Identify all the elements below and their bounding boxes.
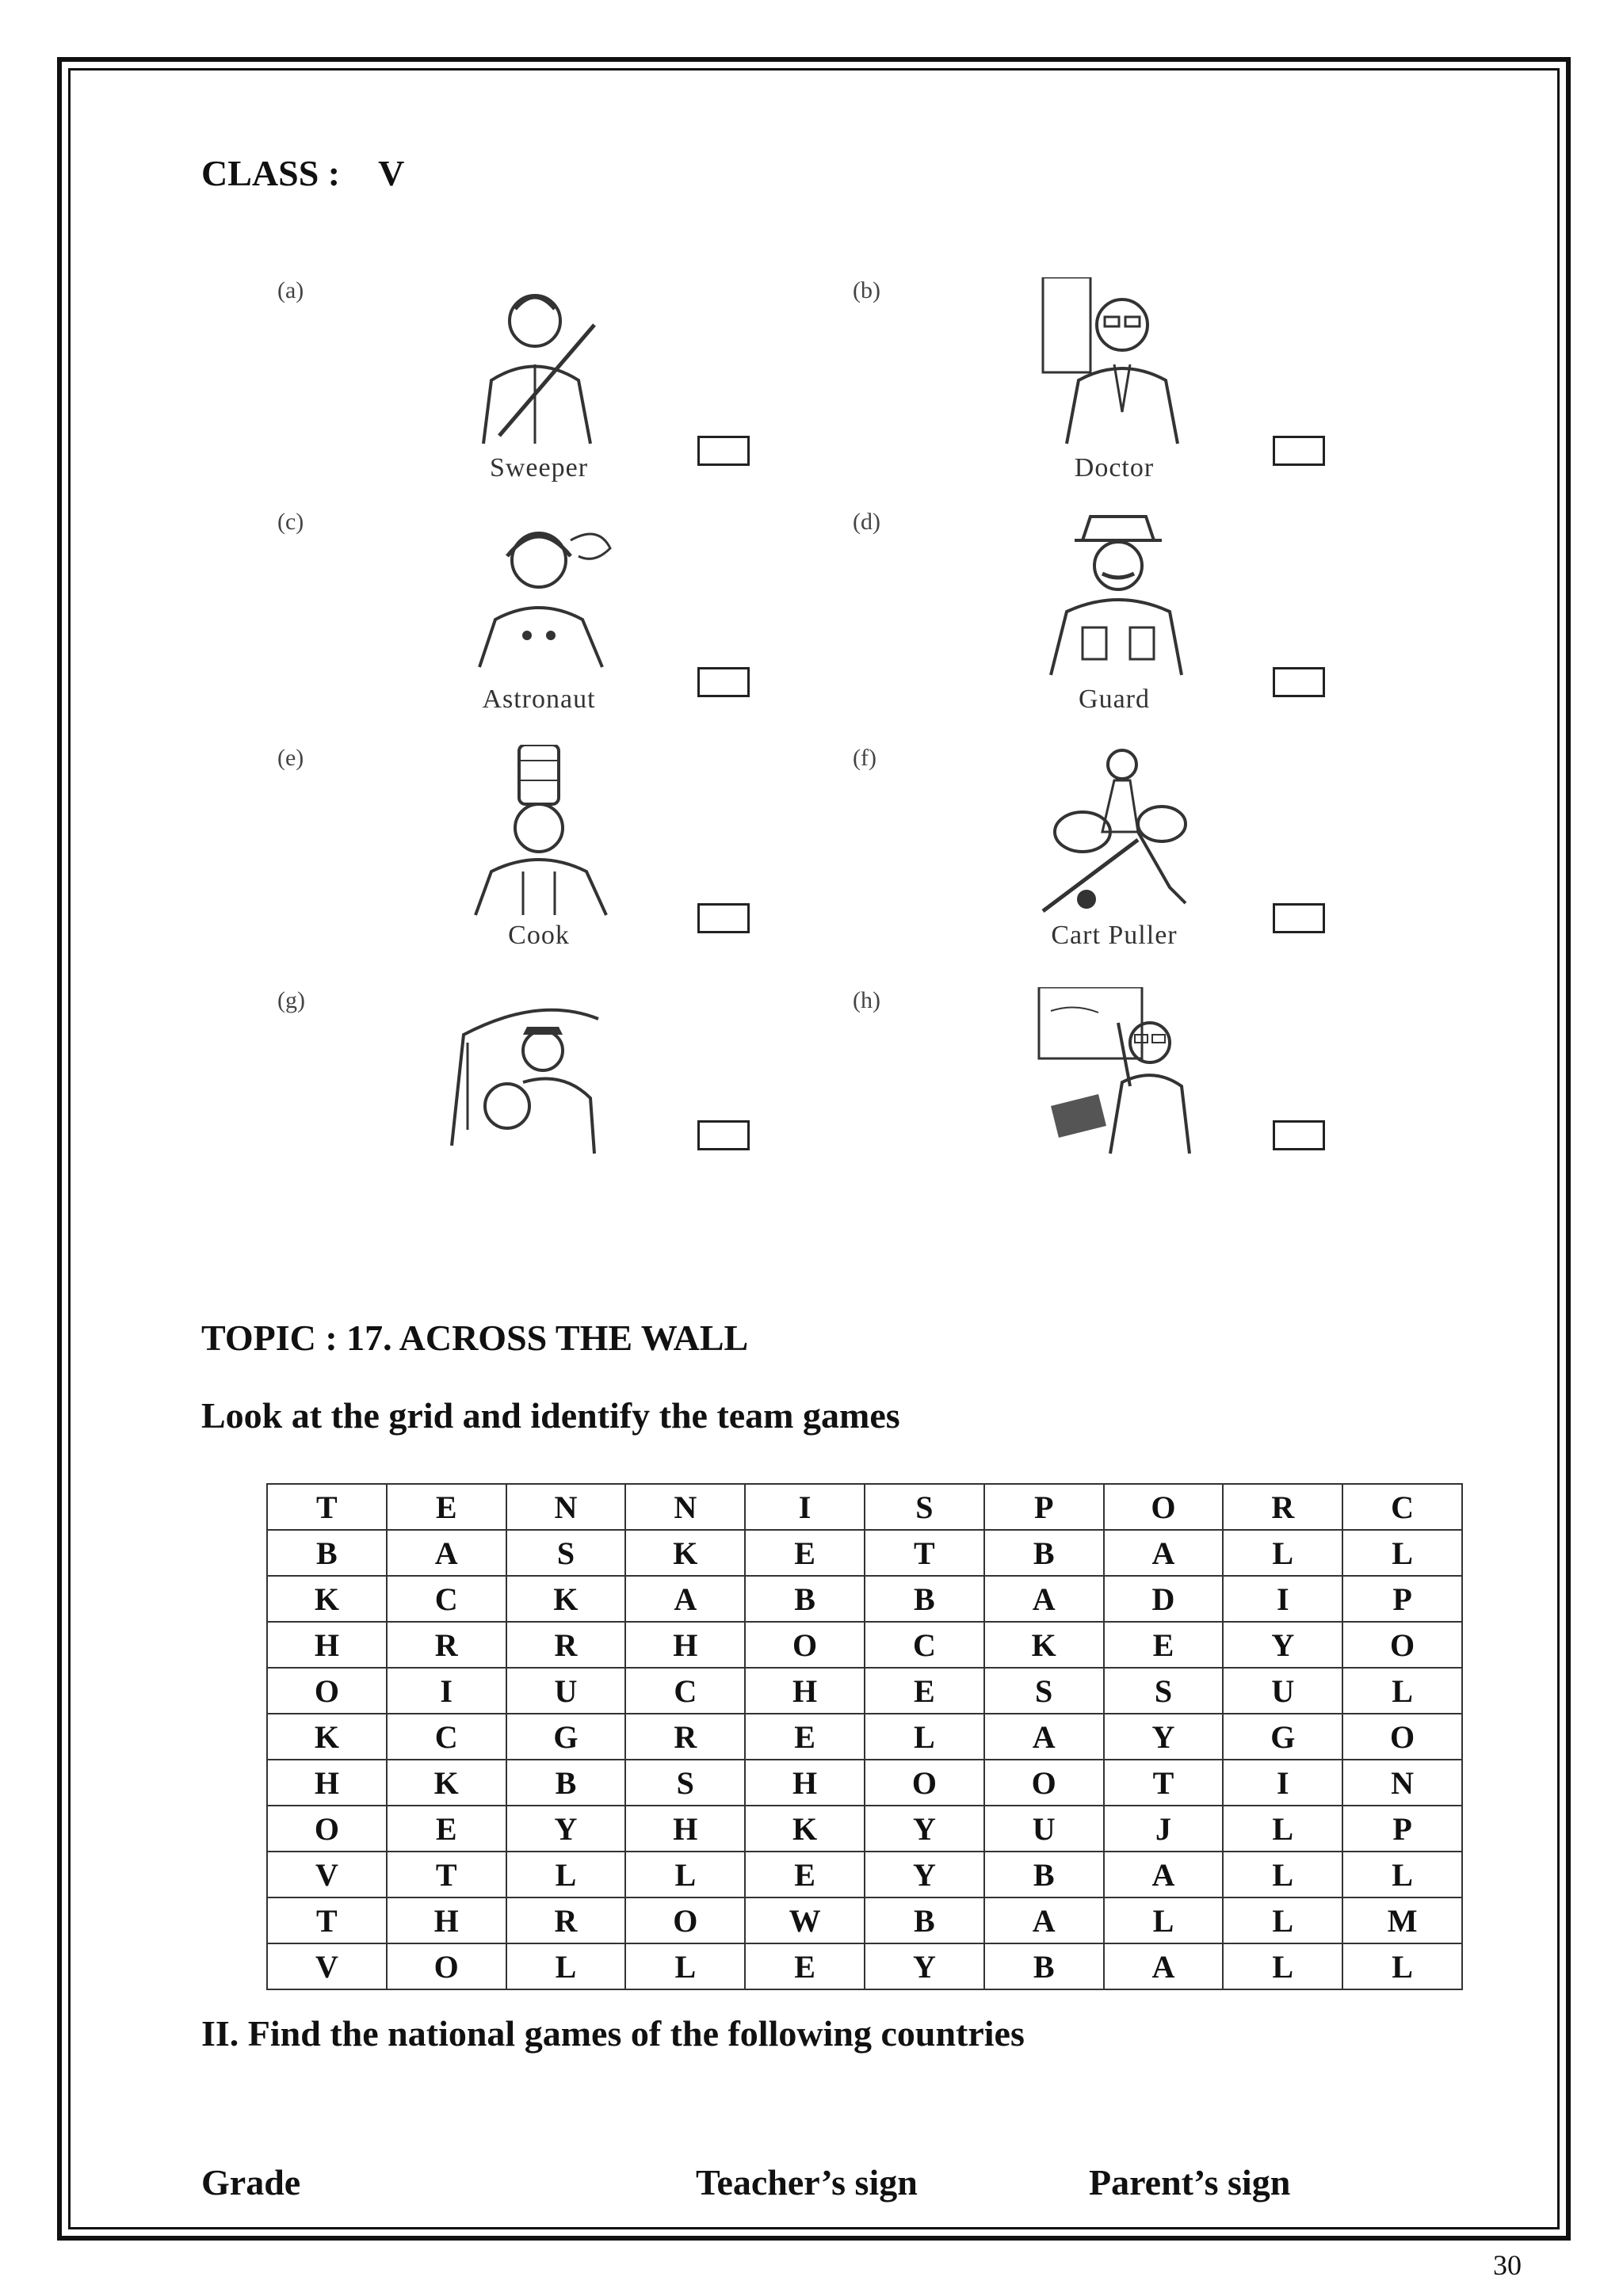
grid-row bbox=[267, 1806, 1462, 1852]
grid-cell[interactable]: U bbox=[506, 1668, 626, 1714]
grid-row bbox=[267, 1852, 1462, 1897]
grid-cell[interactable]: E bbox=[865, 1668, 984, 1714]
grid-cell[interactable]: B bbox=[267, 1530, 387, 1576]
grid-cell[interactable]: O bbox=[625, 1897, 745, 1943]
grid-cell[interactable]: B bbox=[506, 1760, 626, 1806]
grid-cell[interactable]: U bbox=[984, 1806, 1104, 1852]
grid-cell[interactable]: C bbox=[1342, 1484, 1462, 1530]
grid-cell[interactable]: B bbox=[984, 1530, 1104, 1576]
grid-cell[interactable]: T bbox=[387, 1852, 506, 1897]
grid-cell[interactable]: I bbox=[1223, 1760, 1342, 1806]
picture-item-h bbox=[853, 987, 1407, 1217]
grid-cell[interactable]: L bbox=[1342, 1668, 1462, 1714]
grid-cell[interactable]: O bbox=[865, 1760, 984, 1806]
picture-item-e bbox=[277, 745, 832, 974]
grid-cell[interactable]: A bbox=[1104, 1530, 1224, 1576]
page-number: 30 bbox=[1493, 2249, 1522, 2281]
topic-heading: TOPIC : 17. ACROSS THE WALL bbox=[201, 1318, 749, 1358]
grid-cell[interactable]: A bbox=[625, 1576, 745, 1622]
teacher-sign-label: Teacher’s sign bbox=[696, 2162, 918, 2203]
grid-cell[interactable]: G bbox=[1223, 1714, 1342, 1760]
grid-cell[interactable]: Y bbox=[1104, 1714, 1224, 1760]
grid-cell[interactable]: C bbox=[865, 1622, 984, 1668]
grid-cell[interactable]: Y bbox=[865, 1806, 984, 1852]
sweeper-icon bbox=[460, 277, 618, 452]
grid-cell[interactable]: Y bbox=[1223, 1622, 1342, 1668]
grid-cell[interactable]: G bbox=[506, 1714, 626, 1760]
grid-cell[interactable]: K bbox=[625, 1530, 745, 1576]
answer-box[interactable] bbox=[697, 667, 750, 697]
answer-box[interactable] bbox=[697, 436, 750, 466]
grid-cell[interactable]: I bbox=[1223, 1576, 1342, 1622]
astronaut-icon bbox=[460, 509, 618, 683]
grid-cell[interactable]: Y bbox=[865, 1943, 984, 1989]
parent-sign-label: Parent’s sign bbox=[1089, 2162, 1291, 2203]
grid-cell[interactable]: O bbox=[1342, 1714, 1462, 1760]
driver-icon bbox=[404, 987, 642, 1161]
grid-cell[interactable]: L bbox=[1223, 1943, 1342, 1989]
grid-cell[interactable]: N bbox=[506, 1484, 626, 1530]
grid-cell[interactable]: R bbox=[387, 1622, 506, 1668]
grid-cell[interactable]: O bbox=[984, 1760, 1104, 1806]
grid-cell[interactable]: B bbox=[865, 1897, 984, 1943]
picture-caption: Cart Puller bbox=[1051, 921, 1178, 950]
grid-cell[interactable]: V bbox=[267, 1852, 387, 1897]
picture-letter: (f) bbox=[853, 745, 876, 771]
grid-cell[interactable]: K bbox=[267, 1576, 387, 1622]
grid-cell[interactable]: I bbox=[387, 1668, 506, 1714]
grid-cell[interactable]: A bbox=[1104, 1943, 1224, 1989]
grid-cell[interactable]: R bbox=[506, 1622, 626, 1668]
cook-icon bbox=[460, 745, 618, 919]
grid-row bbox=[267, 1622, 1462, 1668]
grid-cell[interactable]: H bbox=[625, 1806, 745, 1852]
grid-cell[interactable]: P bbox=[984, 1484, 1104, 1530]
picture-caption: Astronaut bbox=[482, 685, 596, 714]
grid-cell[interactable]: N bbox=[625, 1484, 745, 1530]
instruction-text: Look at the grid and identify the team games bbox=[201, 1395, 900, 1436]
grid-cell[interactable]: E bbox=[745, 1714, 865, 1760]
grid-cell[interactable]: S bbox=[1104, 1668, 1224, 1714]
grid-cell[interactable]: L bbox=[1342, 1943, 1462, 1989]
picture-letter: (h) bbox=[853, 987, 880, 1013]
word-search-grid bbox=[266, 1483, 1463, 1990]
picture-item-a bbox=[277, 277, 832, 507]
grid-row bbox=[267, 1760, 1462, 1806]
class-heading bbox=[201, 152, 404, 194]
grid-row bbox=[267, 1484, 1462, 1530]
grid-cell[interactable]: O bbox=[745, 1622, 865, 1668]
picture-caption: Sweeper bbox=[489, 453, 589, 482]
grid-cell[interactable]: P bbox=[1342, 1576, 1462, 1622]
grid-cell[interactable]: O bbox=[1104, 1484, 1224, 1530]
grid-cell[interactable]: R bbox=[1223, 1484, 1342, 1530]
grid-cell[interactable]: L bbox=[625, 1852, 745, 1897]
grid-cell[interactable]: K bbox=[387, 1760, 506, 1806]
grid-cell[interactable]: D bbox=[1104, 1576, 1224, 1622]
grid-cell[interactable]: E bbox=[745, 1530, 865, 1576]
picture-letter: (e) bbox=[277, 745, 304, 771]
class-value: V bbox=[378, 153, 405, 193]
cart-puller-icon bbox=[1035, 745, 1193, 919]
guard-icon bbox=[1035, 509, 1193, 683]
picture-letter: (d) bbox=[853, 509, 880, 535]
grid-row bbox=[267, 1668, 1462, 1714]
grid-cell[interactable]: J bbox=[1104, 1806, 1224, 1852]
grid-cell[interactable]: L bbox=[1342, 1852, 1462, 1897]
grid-cell[interactable]: H bbox=[625, 1622, 745, 1668]
answer-box[interactable] bbox=[1273, 667, 1325, 697]
grid-cell[interactable]: L bbox=[506, 1852, 626, 1897]
grid-cell[interactable]: L bbox=[1104, 1897, 1224, 1943]
grid-cell[interactable]: O bbox=[1342, 1622, 1462, 1668]
grid-cell[interactable]: S bbox=[865, 1484, 984, 1530]
grid-cell[interactable]: T bbox=[267, 1897, 387, 1943]
grid-cell[interactable]: Y bbox=[865, 1852, 984, 1897]
grid-cell[interactable]: T bbox=[267, 1484, 387, 1530]
answer-box[interactable] bbox=[1273, 436, 1325, 466]
grid-cell[interactable]: I bbox=[745, 1484, 865, 1530]
grid-row bbox=[267, 1530, 1462, 1576]
grid-cell[interactable]: T bbox=[865, 1530, 984, 1576]
grid-cell[interactable]: H bbox=[387, 1897, 506, 1943]
grid-cell[interactable]: L bbox=[865, 1714, 984, 1760]
grid-cell[interactable]: K bbox=[506, 1576, 626, 1622]
answer-box[interactable] bbox=[697, 1120, 750, 1150]
grid-cell[interactable]: R bbox=[506, 1897, 626, 1943]
picture-item-b bbox=[853, 277, 1407, 507]
grid-cell[interactable]: A bbox=[1104, 1852, 1224, 1897]
grid-cell[interactable]: E bbox=[745, 1943, 865, 1989]
grid-cell[interactable]: W bbox=[745, 1897, 865, 1943]
picture-item-c bbox=[277, 509, 832, 738]
grid-cell[interactable]: M bbox=[1342, 1897, 1462, 1943]
grid-cell[interactable]: A bbox=[984, 1714, 1104, 1760]
grid-cell[interactable]: H bbox=[267, 1622, 387, 1668]
grid-cell[interactable]: L bbox=[1342, 1530, 1462, 1576]
grid-cell[interactable]: H bbox=[745, 1668, 865, 1714]
grid-row bbox=[267, 1576, 1462, 1622]
section-ii-heading: II. Find the national games of the following countries bbox=[201, 2013, 1025, 2054]
grid-cell[interactable]: E bbox=[387, 1806, 506, 1852]
grid-cell[interactable]: T bbox=[1104, 1760, 1224, 1806]
grid-cell[interactable]: K bbox=[267, 1714, 387, 1760]
grid-cell[interactable]: C bbox=[625, 1668, 745, 1714]
grid-cell[interactable]: B bbox=[984, 1852, 1104, 1897]
grid-cell[interactable]: L bbox=[506, 1943, 626, 1989]
grid-cell[interactable]: L bbox=[1223, 1897, 1342, 1943]
grid-cell[interactable]: E bbox=[745, 1852, 865, 1897]
grid-cell[interactable]: A bbox=[984, 1897, 1104, 1943]
grid-cell[interactable]: C bbox=[387, 1576, 506, 1622]
grid-cell[interactable]: K bbox=[984, 1622, 1104, 1668]
grid-cell[interactable]: C bbox=[387, 1714, 506, 1760]
grid-cell[interactable]: Y bbox=[506, 1806, 626, 1852]
grid-cell[interactable]: U bbox=[1223, 1668, 1342, 1714]
grid-cell[interactable]: L bbox=[625, 1943, 745, 1989]
grid-cell[interactable]: B bbox=[984, 1943, 1104, 1989]
grid-cell[interactable]: R bbox=[625, 1714, 745, 1760]
grid-cell[interactable]: A bbox=[984, 1576, 1104, 1622]
grid-cell[interactable]: P bbox=[1342, 1806, 1462, 1852]
grid-cell[interactable]: H bbox=[745, 1760, 865, 1806]
grid-cell[interactable]: H bbox=[267, 1760, 387, 1806]
grid-cell[interactable]: B bbox=[745, 1576, 865, 1622]
grid-cell[interactable]: A bbox=[387, 1530, 506, 1576]
picture-item-g bbox=[277, 987, 832, 1217]
picture-caption: Doctor bbox=[1074, 453, 1155, 482]
doctor-icon bbox=[1035, 277, 1193, 452]
grid-cell[interactable]: S bbox=[984, 1668, 1104, 1714]
teacher-icon bbox=[1035, 987, 1193, 1161]
class-label: CLASS : bbox=[201, 153, 341, 193]
picture-letter: (b) bbox=[853, 277, 880, 303]
grid-cell[interactable]: E bbox=[1104, 1622, 1224, 1668]
picture-caption: Guard bbox=[1079, 685, 1150, 714]
picture-letter: (c) bbox=[277, 509, 304, 535]
picture-caption: Cook bbox=[508, 921, 570, 950]
answer-box[interactable] bbox=[1273, 903, 1325, 933]
answer-box[interactable] bbox=[697, 903, 750, 933]
grid-row bbox=[267, 1897, 1462, 1943]
grid-cell[interactable]: L bbox=[1223, 1852, 1342, 1897]
picture-letter: (g) bbox=[277, 987, 305, 1013]
grid-cell[interactable]: V bbox=[267, 1943, 387, 1989]
grade-label: Grade bbox=[201, 2162, 301, 2203]
grid-cell[interactable]: E bbox=[387, 1484, 506, 1530]
grid-row bbox=[267, 1943, 1462, 1989]
picture-item-f bbox=[853, 745, 1407, 974]
grid-cell[interactable]: S bbox=[506, 1530, 626, 1576]
grid-cell[interactable]: K bbox=[745, 1806, 865, 1852]
picture-letter: (a) bbox=[277, 277, 304, 303]
answer-box[interactable] bbox=[1273, 1120, 1325, 1150]
grid-cell[interactable]: L bbox=[1223, 1806, 1342, 1852]
grid-cell[interactable]: O bbox=[267, 1668, 387, 1714]
picture-item-d bbox=[853, 509, 1407, 738]
grid-row bbox=[267, 1714, 1462, 1760]
grid-cell[interactable]: S bbox=[625, 1760, 745, 1806]
grid-cell[interactable]: O bbox=[267, 1806, 387, 1852]
grid-cell[interactable]: O bbox=[387, 1943, 506, 1989]
grid-cell[interactable]: L bbox=[1223, 1530, 1342, 1576]
grid-cell[interactable]: N bbox=[1342, 1760, 1462, 1806]
grid-cell[interactable]: B bbox=[865, 1576, 984, 1622]
